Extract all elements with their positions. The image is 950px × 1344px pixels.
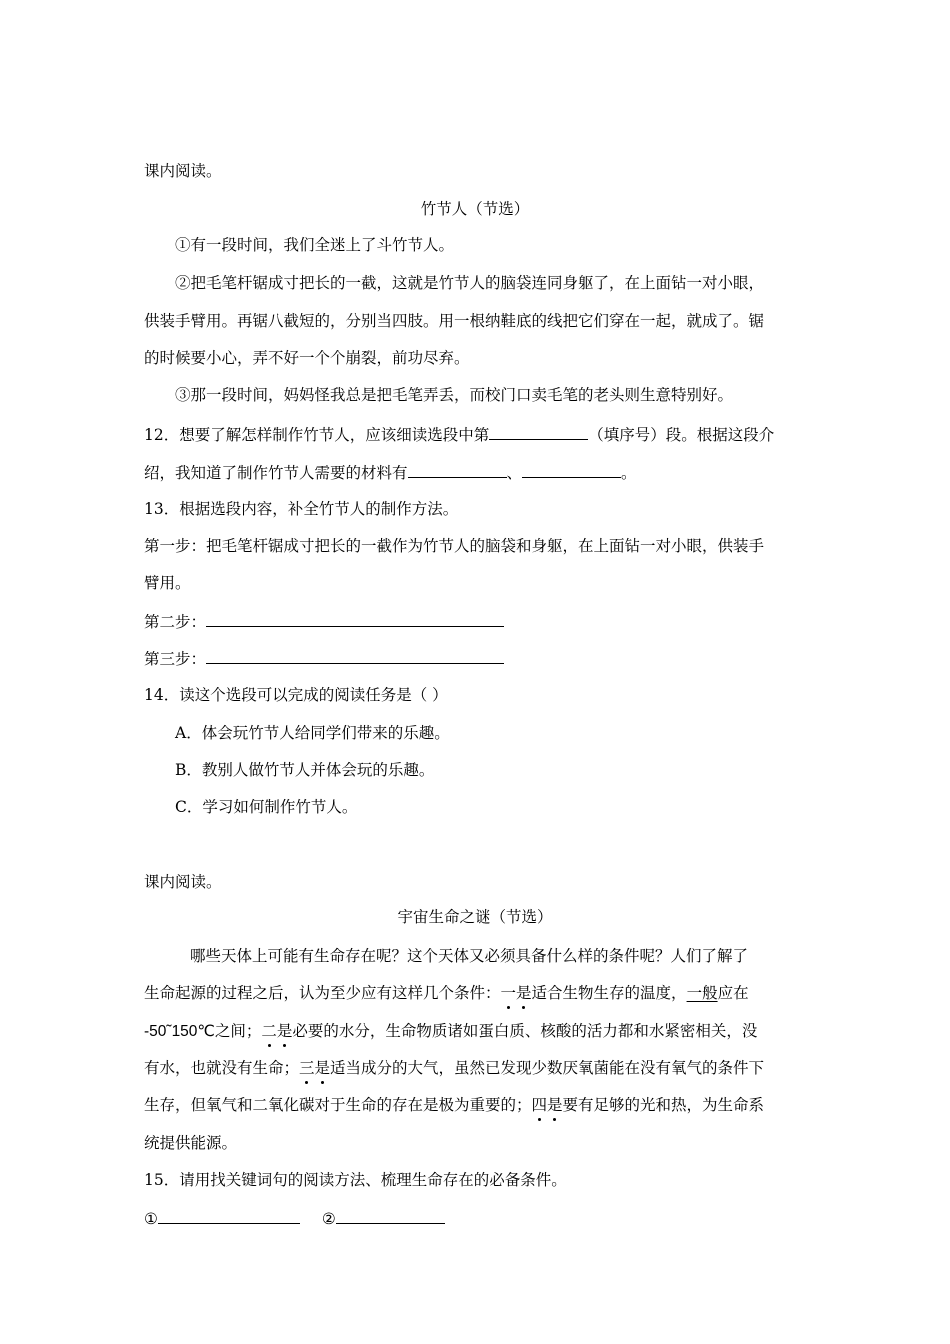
question-13: 13．根据选段内容，补全竹节人的制作方法。 bbox=[144, 500, 459, 518]
option-a[interactable]: A．体会玩竹节人给同学们带来的乐趣。 bbox=[175, 724, 450, 742]
question-12-text: （填序号）段。根据这段介 bbox=[588, 426, 775, 444]
answer-blank[interactable] bbox=[158, 1207, 300, 1224]
paragraph-2-line-3: 的时候要小心，弄不好一个个崩裂，前功尽弃。 bbox=[144, 349, 470, 367]
text: 适当成分的大气，虽然已发现少数厌氧菌能在没有氧气的条件下 bbox=[330, 1059, 765, 1077]
passage-line-5 bbox=[144, 1094, 764, 1116]
separator: 、 bbox=[506, 464, 523, 482]
paragraph-1: ①有一段时间，我们全迷上了斗竹节人。 bbox=[175, 236, 455, 254]
text: 之间； bbox=[214, 1022, 262, 1040]
paragraph-2-line-1: ②把毛笔杆锯成寸把长的一截，这就是竹节人的脑袋连同身躯了，在上面钻一对小眼， bbox=[175, 274, 765, 292]
passage-line-2 bbox=[144, 982, 749, 1004]
step-1-line-1: 第一步：把毛笔杆锯成寸把长的一截作为竹节人的脑袋和身躯，在上面钻一对小眼，供装手 bbox=[144, 537, 765, 555]
answer-blank[interactable] bbox=[336, 1207, 445, 1224]
passage-line-3 bbox=[144, 1020, 757, 1043]
answer-marker-2: ② bbox=[321, 1210, 336, 1228]
answer-blank[interactable] bbox=[408, 461, 507, 478]
text: 应在 bbox=[717, 984, 749, 1002]
paragraph-3: ③那一段时间，妈妈怪我总是把毛笔弄丢，而校门口卖毛笔的老头则生意特别好。 bbox=[175, 386, 734, 404]
emphasis-dot: 四 bbox=[531, 1096, 548, 1114]
underlined-text: 一般 bbox=[686, 984, 718, 1002]
step-2 bbox=[144, 610, 504, 633]
passage-line-6: 统提供能源。 bbox=[144, 1134, 238, 1152]
temperature-range: -50˜150℃ bbox=[144, 1023, 215, 1040]
question-14: 14．读这个选段可以完成的阅读任务是（ ） bbox=[144, 686, 448, 704]
answer-blank[interactable] bbox=[489, 423, 588, 440]
punctuation: 。 bbox=[621, 464, 637, 482]
section-intro: 课内阅读。 bbox=[144, 162, 222, 180]
emphasis-dot: 是 bbox=[314, 1059, 331, 1077]
text: 要有足够的光和热，为生命系 bbox=[562, 1096, 765, 1114]
emphasis-dot: 二 bbox=[261, 1022, 277, 1040]
text: 必要的水分，生命物质诸如蛋白质、核酸的活力都和水紧密相关，没 bbox=[292, 1022, 758, 1040]
answer-blank[interactable] bbox=[206, 610, 504, 627]
question-12-text: 绍，我知道了制作竹节人需要的材料有 bbox=[144, 464, 408, 482]
question-15-answers bbox=[144, 1207, 445, 1230]
step-1-line-2: 臂用。 bbox=[144, 574, 191, 592]
question-12-line-1 bbox=[144, 423, 774, 446]
answer-marker-1: ① bbox=[144, 1210, 158, 1228]
section-intro: 课内阅读。 bbox=[144, 873, 222, 891]
step-3 bbox=[144, 647, 504, 670]
passage-line-4 bbox=[144, 1057, 764, 1079]
passage-title: 竹节人（节选） bbox=[420, 200, 530, 218]
text: 生命起源的过程之后，认为至少应有这样几个条件： bbox=[144, 984, 501, 1002]
question-12-text: 12．想要了解怎样制作竹节人，应该细读选段中第 bbox=[144, 426, 490, 444]
text: 有水，也就没有生命； bbox=[144, 1059, 300, 1077]
answer-blank[interactable] bbox=[522, 461, 621, 478]
answer-blank[interactable] bbox=[206, 647, 504, 664]
question-15: 15．请用找关键词句的阅读方法、梳理生命存在的必备条件。 bbox=[144, 1171, 567, 1189]
emphasis-dot: 是 bbox=[547, 1096, 563, 1114]
option-c[interactable]: C．学习如何制作竹节人。 bbox=[175, 798, 358, 816]
question-12-line-2 bbox=[144, 461, 637, 484]
emphasis-dot: 是 bbox=[516, 984, 532, 1002]
passage-title: 宇宙生命之谜（节选） bbox=[397, 908, 553, 926]
emphasis-dot: 三 bbox=[299, 1059, 315, 1077]
text: 适合生物生存的温度， bbox=[531, 984, 687, 1002]
option-b[interactable]: B．教别人做竹节人并体会玩的乐趣。 bbox=[175, 761, 435, 779]
paragraph-2-line-2: 供装手臂用。再锯八截短的，分别当四肢。用一根纳鞋底的线把它们穿在一起，就成了。锯 bbox=[144, 312, 765, 330]
passage-line-1: 哪些天体上可能有生命存在呢？这个天体又必须具备什么样的条件呢？人们了解了 bbox=[190, 947, 749, 965]
text: 生存，但氧气和二氧化碳对于生命的存在是极为重要的； bbox=[144, 1096, 532, 1114]
emphasis-dot: 一 bbox=[500, 984, 517, 1002]
emphasis-dot: 是 bbox=[276, 1022, 293, 1040]
step-2-label: 第二步： bbox=[144, 613, 207, 631]
step-3-label: 第三步： bbox=[144, 650, 207, 668]
